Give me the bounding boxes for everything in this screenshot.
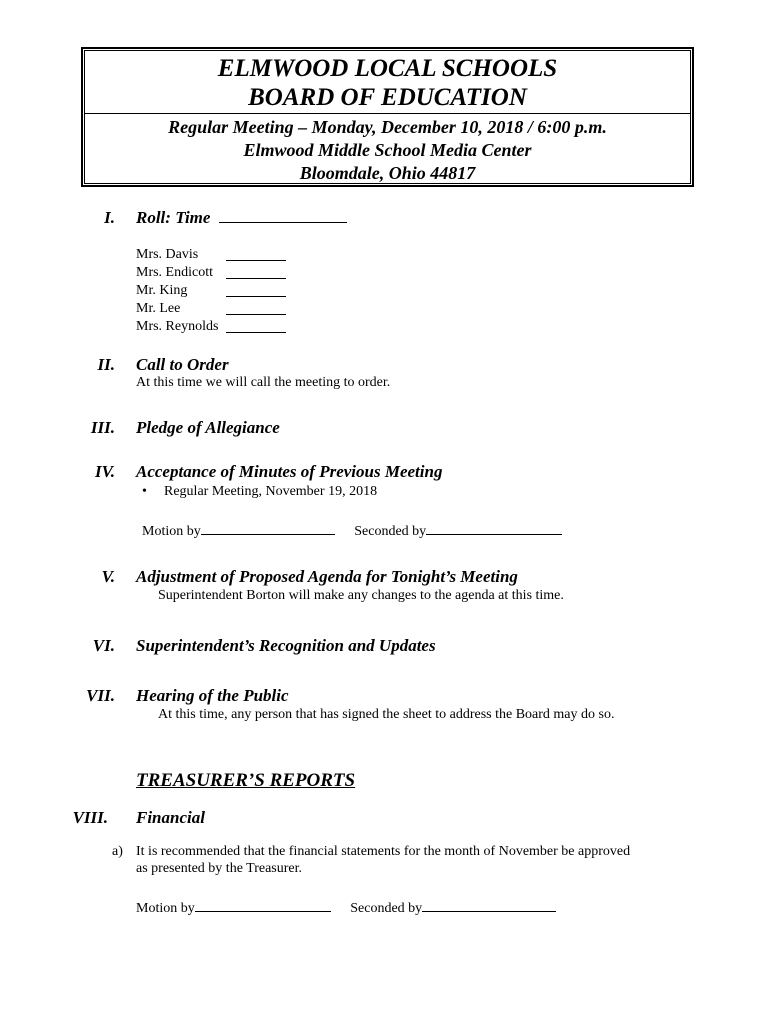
section-title-public: Hearing of the Public [136,686,289,705]
seconded-blank [422,897,556,912]
roll-row [136,301,286,317]
call-text: At this time we will call the meeting to order. [136,375,391,390]
roll-row [136,265,286,281]
section-number-supt: VI. [92,636,115,655]
roll-member-name: Mrs. Endicott [136,265,213,280]
section-title-financial: Financial [136,808,205,827]
seconded-blank [426,520,562,535]
section-title-roll [136,208,347,228]
district-name: ELMWOOD LOCAL SCHOOLS [217,55,558,82]
meeting-info: Regular Meeting – Monday, December 10, 2018 / 6:00 p.m. [168,117,607,137]
board-name: BOARD OF EDUCATION [248,84,527,111]
section-title-minutes: Acceptance of Minutes of Previous Meeting [136,462,443,481]
section-title-call: Call to Order [136,355,229,374]
section-number-roll: I. [104,208,115,227]
roll-member-blank [226,247,286,261]
roll-member-blank [226,283,286,297]
meeting-venue: Elmwood Middle School Media Center [243,140,532,160]
motion-label: Motion by [136,901,195,916]
roll-member-blank [226,265,286,279]
seconded-label: Seconded by [350,901,423,916]
financial-item-line1: It is recommended that the financial statements for the month of November be approved [136,844,631,859]
motion-blank [195,897,331,912]
motion-label: Motion by [142,524,201,539]
roll-member-name: Mrs. Reynolds [136,319,219,334]
section-title-agenda: Adjustment of Proposed Agenda for Tonight’s Meeting [136,567,518,586]
section-number-agenda: V. [101,567,115,586]
section-title-supt: Superintendent’s Recognition and Updates [136,636,436,655]
minutes-motion-line [142,520,562,540]
roll-row [136,247,286,263]
section-number-minutes: IV. [94,462,115,481]
roll-row [136,319,286,335]
section-number-pledge: III. [90,418,115,437]
section-number-call: II. [97,355,115,374]
roll-member-name: Mrs. Davis [136,247,199,262]
section-title-pledge: Pledge of Allegiance [136,418,280,437]
financial-item-letter: a) [112,844,123,859]
roll-time-label: Roll: Time [136,208,211,227]
roll-row [136,283,286,299]
roll-member-name: Mr. King [136,283,188,298]
public-text: At this time, any person that has signed the sheet to address the Board may do so. [158,707,615,722]
motion-blank [201,520,335,535]
roll-time-blank [219,208,347,223]
financial-motion-line [136,897,556,917]
financial-item-line2: as presented by the Treasurer. [136,861,303,876]
minutes-bullet-text: Regular Meeting, November 19, 2018 [164,484,378,499]
treasurer-heading: TREASURER’S REPORTS [136,770,356,791]
roll-member-name: Mr. Lee [136,301,181,316]
roll-member-blank [226,319,286,333]
roll-member-blank [226,301,286,315]
meeting-city: Bloomdale, Ohio 44817 [299,163,476,183]
header-divider [84,113,691,114]
seconded-label: Seconded by [354,524,427,539]
section-number-public: VII. [86,686,115,705]
section-number-financial: VIII. [72,808,108,827]
bullet-icon: • [142,484,147,499]
agenda-text: Superintendent Borton will make any changes to the agenda at this time. [158,588,564,603]
